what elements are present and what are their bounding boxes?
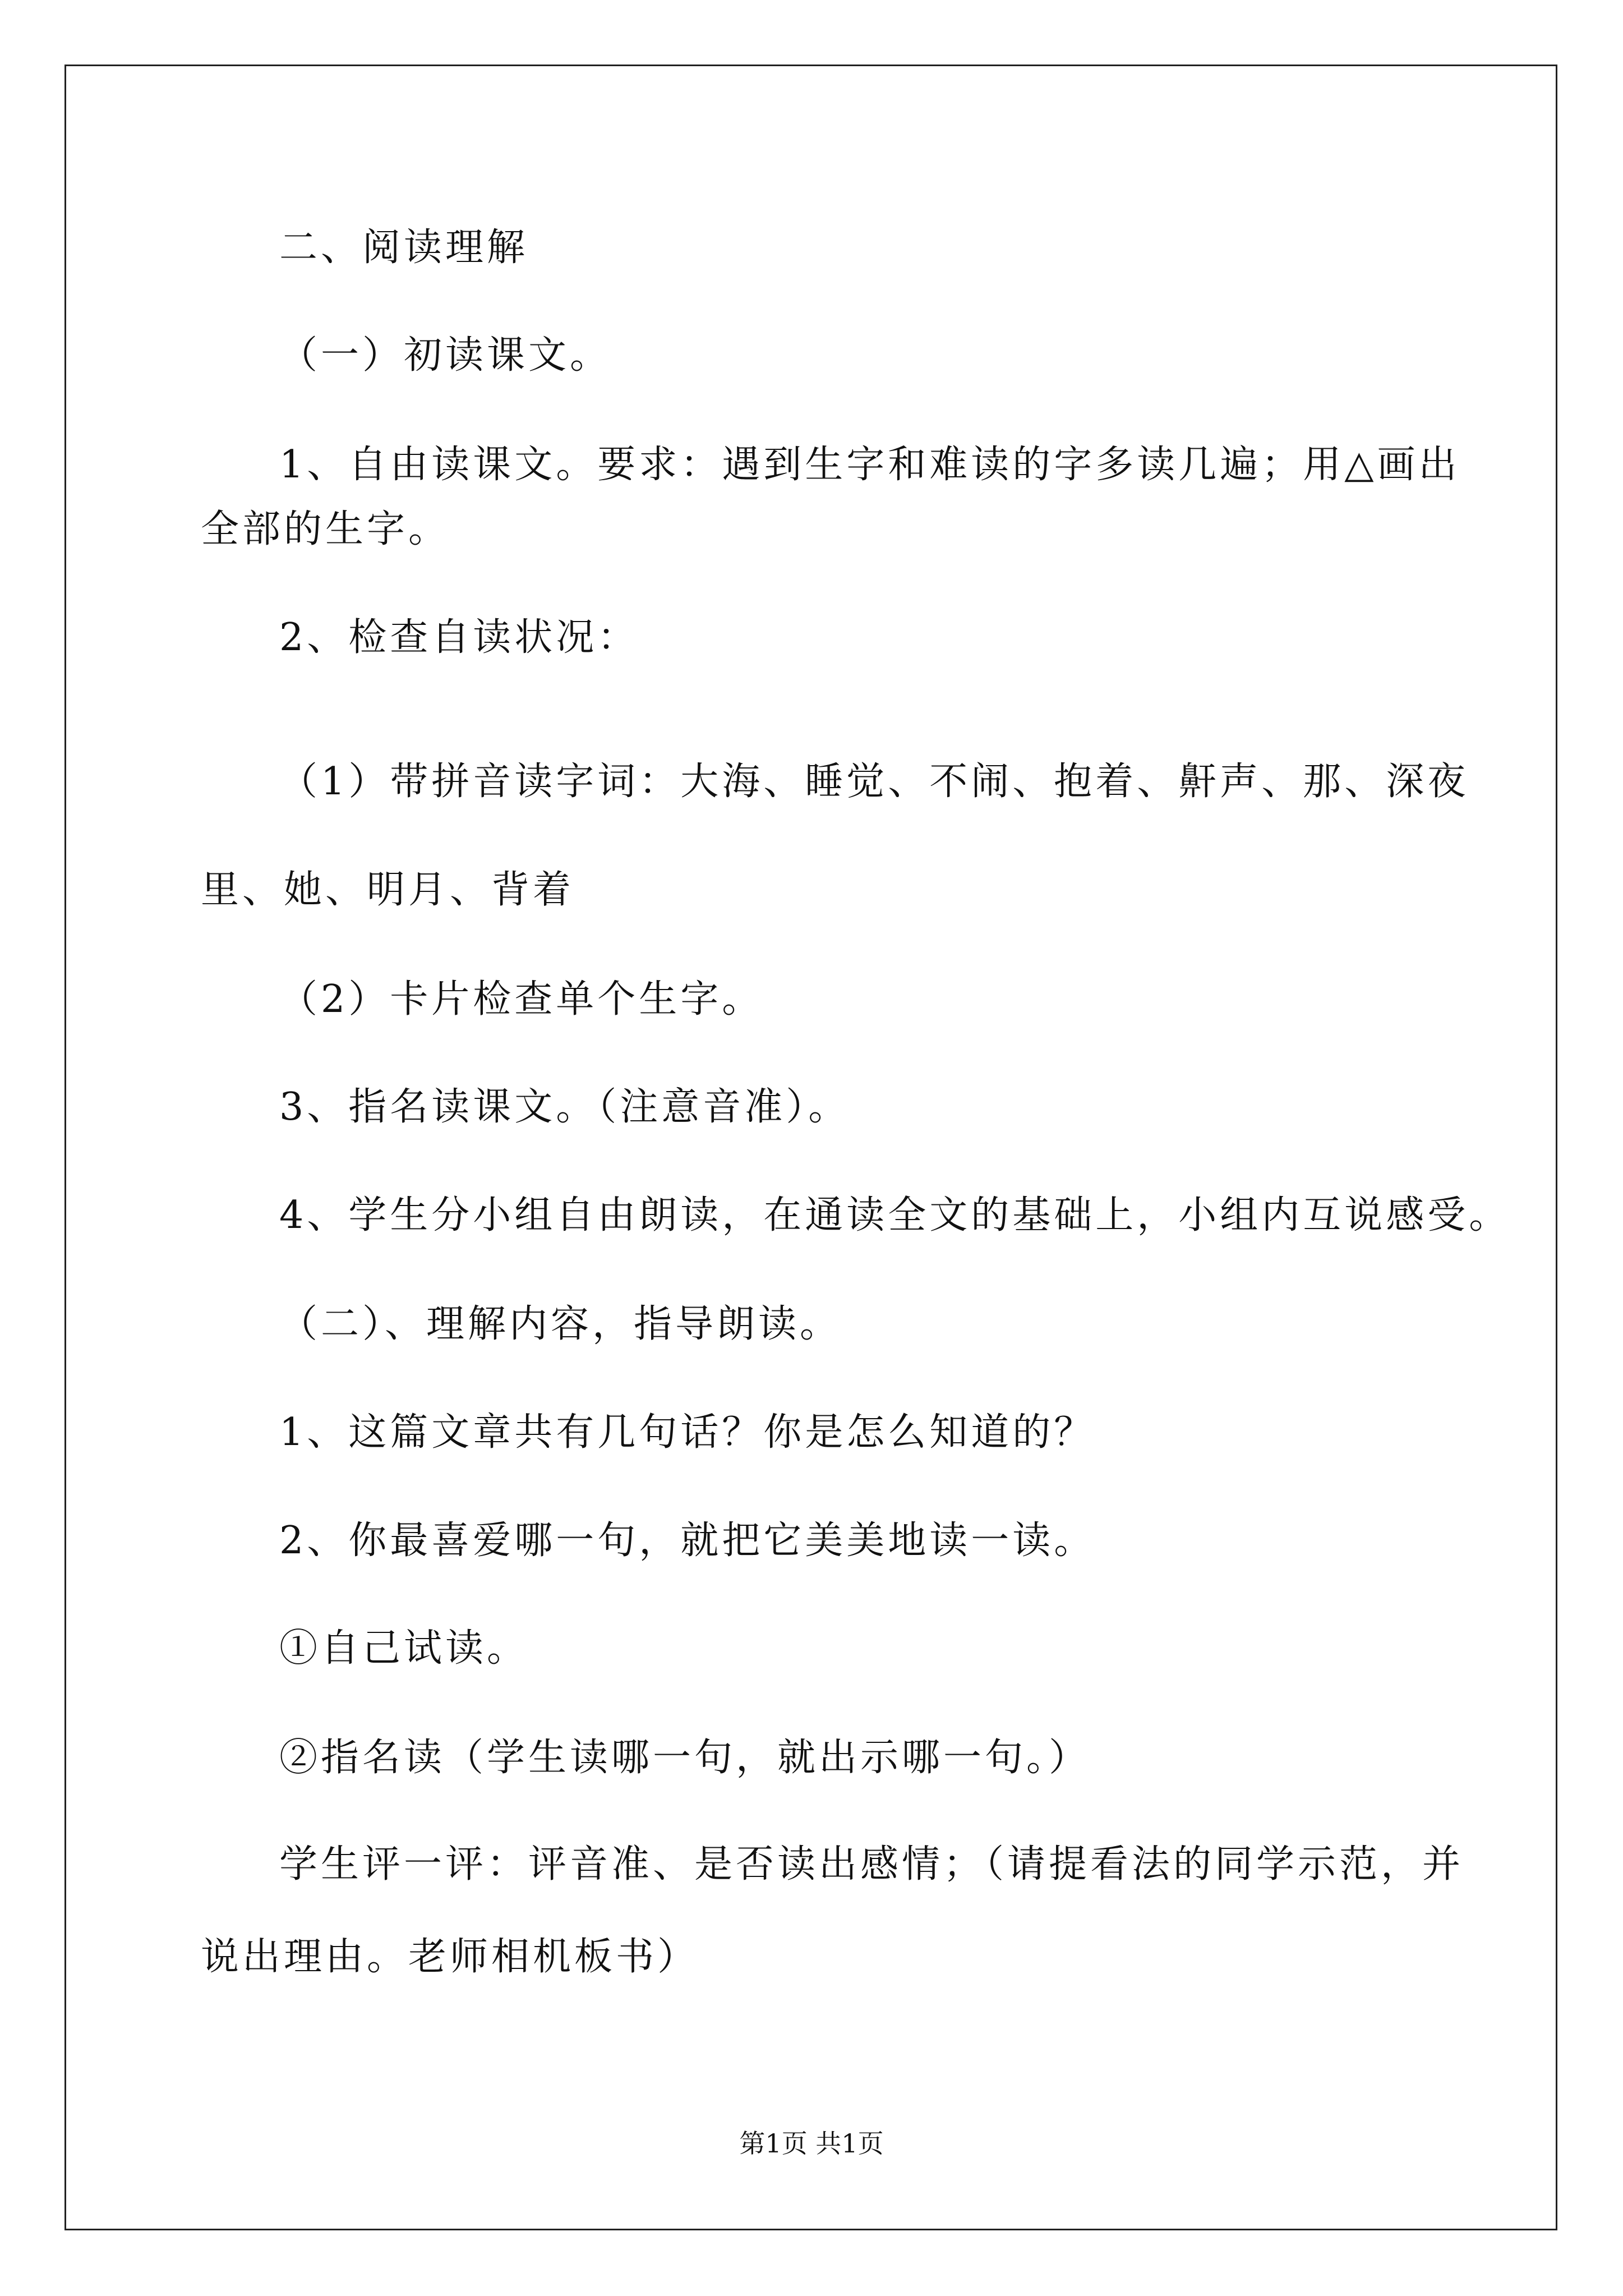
subsection-heading: （一）初读课文。	[279, 333, 612, 378]
paragraph-line: 1、自由读课文。要求：遇到生字和难读的字多读几遍；用△画出	[279, 443, 1460, 487]
paragraph-line: 1、这篇文章共有几句话？你是怎么知道的？	[279, 1410, 1096, 1455]
subsection-heading: （二）、理解内容，指导朗读。	[279, 1302, 842, 1346]
paragraph-line: 说出理由。老师相机板书）	[201, 1935, 699, 1979]
paragraph-line: ①自己试读。	[279, 1626, 529, 1671]
paragraph-line: （2）卡片检查单个生字。	[279, 977, 764, 1022]
page-border	[64, 65, 1557, 2230]
paragraph-line: （1）带拼音读字词：大海、睡觉、不闹、抱着、鼾声、那、深夜	[279, 760, 1469, 804]
paragraph-line: 2、你最喜爱哪一句，就把它美美地读一读。	[279, 1519, 1096, 1563]
paragraph-line: 4、学生分小组自由朗读，在通读全文的基础上，小组内互说感受。	[279, 1193, 1511, 1237]
paragraph-line: 全部的生字。	[201, 507, 450, 551]
paragraph-line: ②指名读（学生读哪一句，就出示哪一句。）	[279, 1736, 1091, 1780]
section-heading: 二、阅读理解	[279, 226, 529, 270]
paragraph-line: 2、检查自读状况：	[279, 615, 639, 660]
paragraph-line: 里、她、明月、背着	[201, 868, 575, 912]
paragraph-line: 学生评一评：评音准、是否读出感情；（请提看法的同学示范，并	[279, 1842, 1464, 1887]
page-footer: 第1页 共1页	[739, 2128, 884, 2159]
paragraph-line: 3、指名读课文。（注意音准）。	[279, 1085, 850, 1129]
